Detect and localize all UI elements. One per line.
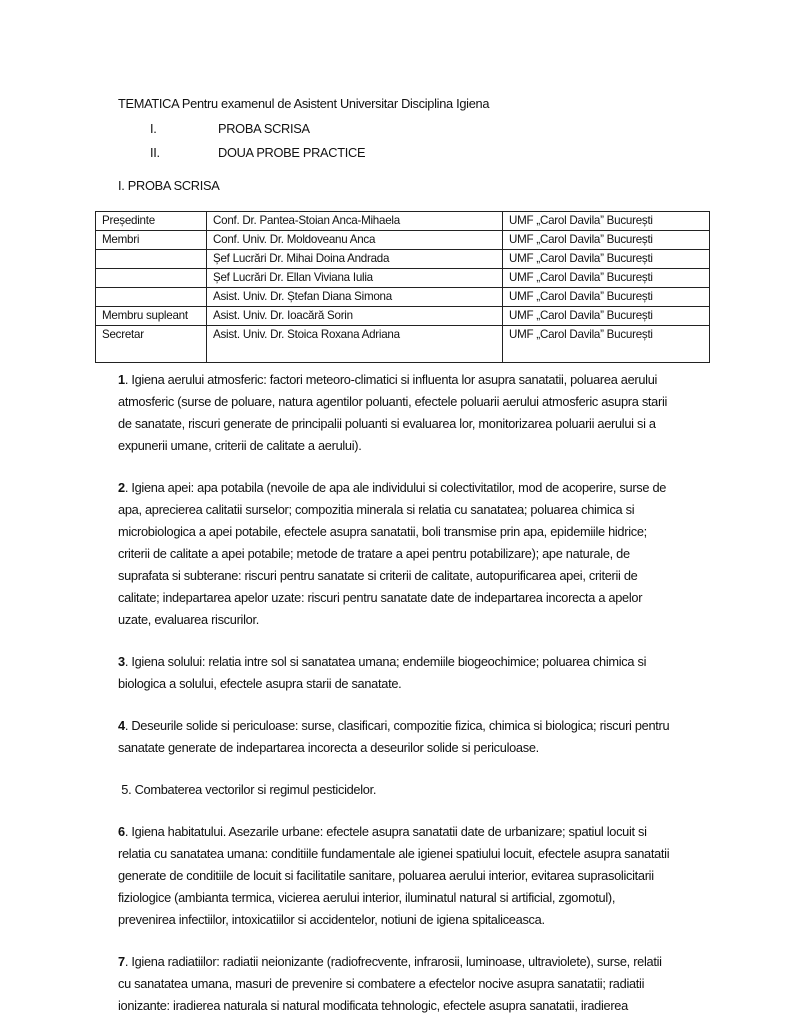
text-line	[118, 779, 376, 801]
text-content: ionizante: iradierea naturala si natural modificata tehnologic, efectele asupra sanatatii, iradierea	[118, 998, 628, 1013]
outline-number: II.	[150, 145, 160, 160]
institution-cell: UMF „Carol Davila” București	[503, 231, 710, 250]
text-content: . Igiena radiatiilor: radiatii neionizante (radiofrecvente, infrarosii, luminoase, ultraviolete), surse, relatii	[124, 954, 662, 969]
table-row	[96, 212, 710, 231]
text-content: . Igiena habitatului. Asezarile urbane: efectele asupra sanatatii date de urbanizare; spatiul locuit si	[124, 824, 647, 839]
text-content: 5. Combaterea vectorilor si regimul pesticidelor.	[118, 782, 377, 797]
institution-cell: UMF „Carol Davila” București	[503, 307, 710, 326]
outline-item: PROBA SCRISA	[218, 121, 310, 136]
name-cell: Conf. Dr. Pantea-Stoian Anca-Mihaela	[207, 212, 503, 231]
text-line	[118, 821, 669, 843]
name-cell: Șef Lucrări Dr. Ellan Viviana Iulia	[207, 269, 503, 288]
text-content: . Igiena aerului atmosferic: factori meteoro-climatici si influenta lor asupra sanatatii, poluarea aerului	[124, 372, 658, 387]
topic-number: 7	[118, 954, 125, 969]
text-content: cu sanatatea umana, masuri de prevenire si combatere a efectelor nocive asupra sanatatii; radiatii	[118, 976, 645, 991]
text-line	[118, 887, 669, 909]
name-cell: Asist. Univ. Dr. Stoica Roxana Adriana	[207, 326, 503, 363]
text-line	[118, 715, 669, 737]
name-cell: Asist. Univ. Dr. Ștefan Diana Simona	[207, 288, 503, 307]
institution-cell: UMF „Carol Davila” București	[503, 212, 710, 231]
topic-number: 1	[118, 372, 125, 387]
text-line	[118, 477, 666, 499]
role-cell: Membru supleant	[96, 307, 207, 326]
table-row	[96, 288, 710, 307]
text-content: generate de conditiile de locuit si facilitatile sanitare, poluarea aerului interior, evitarea suprasolicitarii	[118, 868, 654, 883]
text-content: expunerii umane, criterii de calitate a aerului).	[118, 438, 362, 453]
table-row	[96, 326, 710, 363]
text-content: uzate, evaluarea riscurilor.	[118, 612, 259, 627]
name-cell: Conf. Univ. Dr. Moldoveanu Anca	[207, 231, 503, 250]
text-line	[118, 651, 646, 673]
role-cell	[96, 288, 207, 307]
text-line	[118, 587, 666, 609]
section-heading: I. PROBA SCRISA	[118, 178, 220, 193]
text-content: de sanatate, riscuri generate de principalii poluanti si evaluarea lor, monitorizarea poluarii aerului si a	[118, 416, 656, 431]
text-line	[118, 995, 662, 1017]
text-line	[118, 543, 666, 565]
text-content: calitate; indepartarea apelor uzate: riscuri pentru sanatate date de indepartarea incorecta a apelor	[118, 590, 643, 605]
institution-cell: UMF „Carol Davila” București	[503, 250, 710, 269]
role-cell: Membri	[96, 231, 207, 250]
text-line	[118, 951, 662, 973]
institution-cell: UMF „Carol Davila” București	[503, 269, 710, 288]
text-line	[118, 413, 667, 435]
topic-paragraph	[118, 715, 669, 759]
document-title: TEMATICA Pentru examenul de Asistent Universitar Disciplina Igiena	[118, 96, 490, 111]
table-row	[96, 250, 710, 269]
outline-number: I.	[150, 121, 157, 136]
text-content: biologica a solului, efectele asupra starii de sanatate.	[118, 676, 402, 691]
topic-number: 4	[118, 718, 125, 733]
topic-number: 6	[118, 824, 125, 839]
text-content: prevenirea infectiilor, intoxicatiilor si accidentelor, notiuni de igiena spitaliceasca.	[118, 912, 545, 927]
table-row	[96, 269, 710, 288]
text-line	[118, 499, 666, 521]
text-content: atmosferic (surse de poluare, natura agentilor poluanti, efectele poluarii aerului atmosferic asupra starii	[118, 394, 668, 409]
text-line	[118, 369, 667, 391]
committee-table	[95, 211, 710, 363]
text-content: . Deseurile solide si periculoase: surse, clasificari, compozitie fizica, chimica si biologica; riscuri pentru	[124, 718, 670, 733]
role-cell	[96, 250, 207, 269]
role-cell	[96, 269, 207, 288]
text-line	[118, 843, 669, 865]
topic-paragraph	[118, 477, 666, 631]
role-cell: Secretar	[96, 326, 207, 363]
text-line	[118, 673, 646, 695]
topic-number: 2	[118, 480, 125, 495]
role-cell: Președinte	[96, 212, 207, 231]
text-content: apa, aprecierea calitatii surselor; compozitia minerala si relatia cu sanatatea; poluarea chimica si	[118, 502, 635, 517]
table-row	[96, 231, 710, 250]
text-line	[118, 391, 667, 413]
text-line	[118, 973, 662, 995]
text-content: microbiologica a apei potabile, efectele asupra sanatatii, boli transmise prin apa, epidemiile hidrice;	[118, 524, 647, 539]
text-line	[118, 565, 666, 587]
text-content: sanatate generate de indepartarea incorecta a deseurilor solide si periculoase.	[118, 740, 539, 755]
text-line	[118, 737, 669, 759]
topic-paragraph	[118, 651, 646, 695]
topic-paragraph	[118, 779, 376, 801]
text-line	[118, 521, 666, 543]
institution-cell: UMF „Carol Davila” București	[503, 326, 710, 363]
text-content: relatia cu sanatatea umana: conditiile fundamentale ale igienei spatiului locuit, efectele asupra sanatatii	[118, 846, 670, 861]
text-content: . Igiena apei: apa potabila (nevoile de apa ale individului si colectivitatilor, mod de acoperire, surse de	[124, 480, 667, 495]
text-line	[118, 865, 669, 887]
text-line	[118, 609, 666, 631]
name-cell: Asist. Univ. Dr. Ioacără Sorin	[207, 307, 503, 326]
institution-cell: UMF „Carol Davila” București	[503, 288, 710, 307]
text-content: suprafata si subterane: riscuri pentru sanatate si criterii de calitate, autopurificarea apei, criterii de	[118, 568, 638, 583]
outline-item: DOUA PROBE PRACTICE	[218, 145, 366, 160]
topic-paragraph	[118, 951, 662, 1017]
table-row	[96, 307, 710, 326]
topic-paragraph	[118, 369, 667, 457]
name-cell: Șef Lucrări Dr. Mihai Doina Andrada	[207, 250, 503, 269]
topic-number: 3	[118, 654, 125, 669]
text-line	[118, 909, 669, 931]
topic-paragraph	[118, 821, 669, 931]
text-content: fiziologice (ambianta termica, vicierea aerului interior, iluminatul natural si artificial, zgomotul),	[118, 890, 616, 905]
text-content: criterii de calitate a apei potabile; metode de tratare a apei pentru potabilizare); ape naturale, de	[118, 546, 630, 561]
text-content: . Igiena solului: relatia intre sol si sanatatea umana; endemiile biogeochimice; poluarea chimica si	[124, 654, 647, 669]
text-line	[118, 435, 667, 457]
